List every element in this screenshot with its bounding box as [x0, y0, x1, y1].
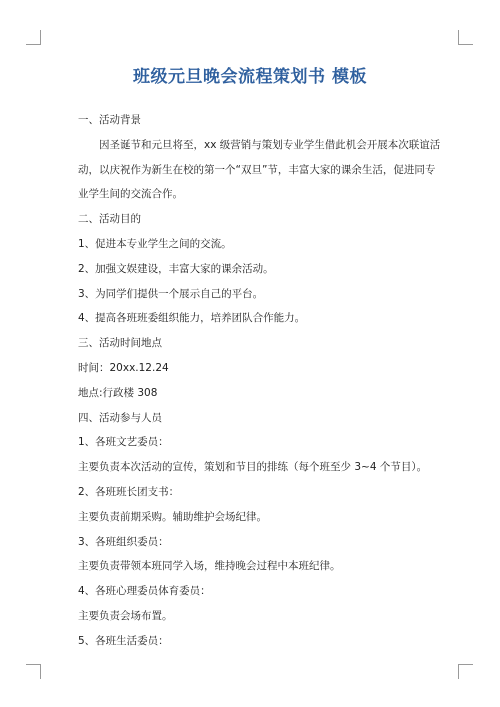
- crop-mark-bottom-left: [26, 664, 41, 679]
- participant-duty-1: 主要负责本次活动的宣传，策划和节目的排练（每个班至少 3~4 个节目）。: [78, 461, 428, 474]
- participant-duty-3: 主要负责带领本班同学入场，维持晚会过程中本班纪律。: [78, 560, 341, 573]
- participant-role-3: 3、各班组织委员：: [78, 535, 169, 548]
- event-place: 地点:行政楼 308: [78, 386, 158, 399]
- document-body: [78, 108, 444, 654]
- participant-role-1: 1、各班文艺委员：: [78, 436, 169, 449]
- participant-role-5: 5、各班生活委员：: [78, 634, 169, 647]
- purpose-item-4: 4、提高各班班委组织能力，培养团队合作能力。: [78, 312, 306, 325]
- crop-mark-top-left: [26, 30, 41, 45]
- crop-mark-top-right: [458, 30, 473, 45]
- background-paragraph: 因圣诞节和元旦将至，xx 级营销与策划专业学生借此机会开展本次联谊活动，以庆祝作为新生在校的第一个“双旦”节，丰富大家的课余生活，促进同专业学生间的交流合作。: [78, 138, 441, 201]
- participant-duty-4: 主要负责会场布置。: [78, 609, 173, 622]
- purpose-item-3: 3、为同学们提供一个展示自己的平台。: [78, 287, 264, 300]
- section-heading-background: 一、活动背景: [78, 114, 141, 126]
- section-heading-purpose: 二、活动目的: [78, 213, 141, 226]
- event-time: 时间：20xx.12.24: [78, 361, 169, 374]
- section-heading-participants: 四、活动参与人员: [78, 411, 162, 424]
- section-heading-time-place: 三、活动时间地点: [78, 337, 162, 350]
- participant-role-2: 2、各班班长团支书：: [78, 485, 180, 498]
- purpose-item-2: 2、加强文娱建设，丰富大家的课余活动。: [78, 262, 274, 275]
- crop-mark-bottom-right: [458, 664, 473, 679]
- participant-role-4: 4、各班心理委员体育委员：: [78, 585, 211, 598]
- document-title: 班级元旦晚会流程策划书 模板: [133, 67, 367, 87]
- participant-duty-2: 主要负责前期采购。辅助维护会场纪律。: [78, 510, 267, 523]
- purpose-item-1: 1、促进本专业学生之间的交流。: [78, 237, 232, 250]
